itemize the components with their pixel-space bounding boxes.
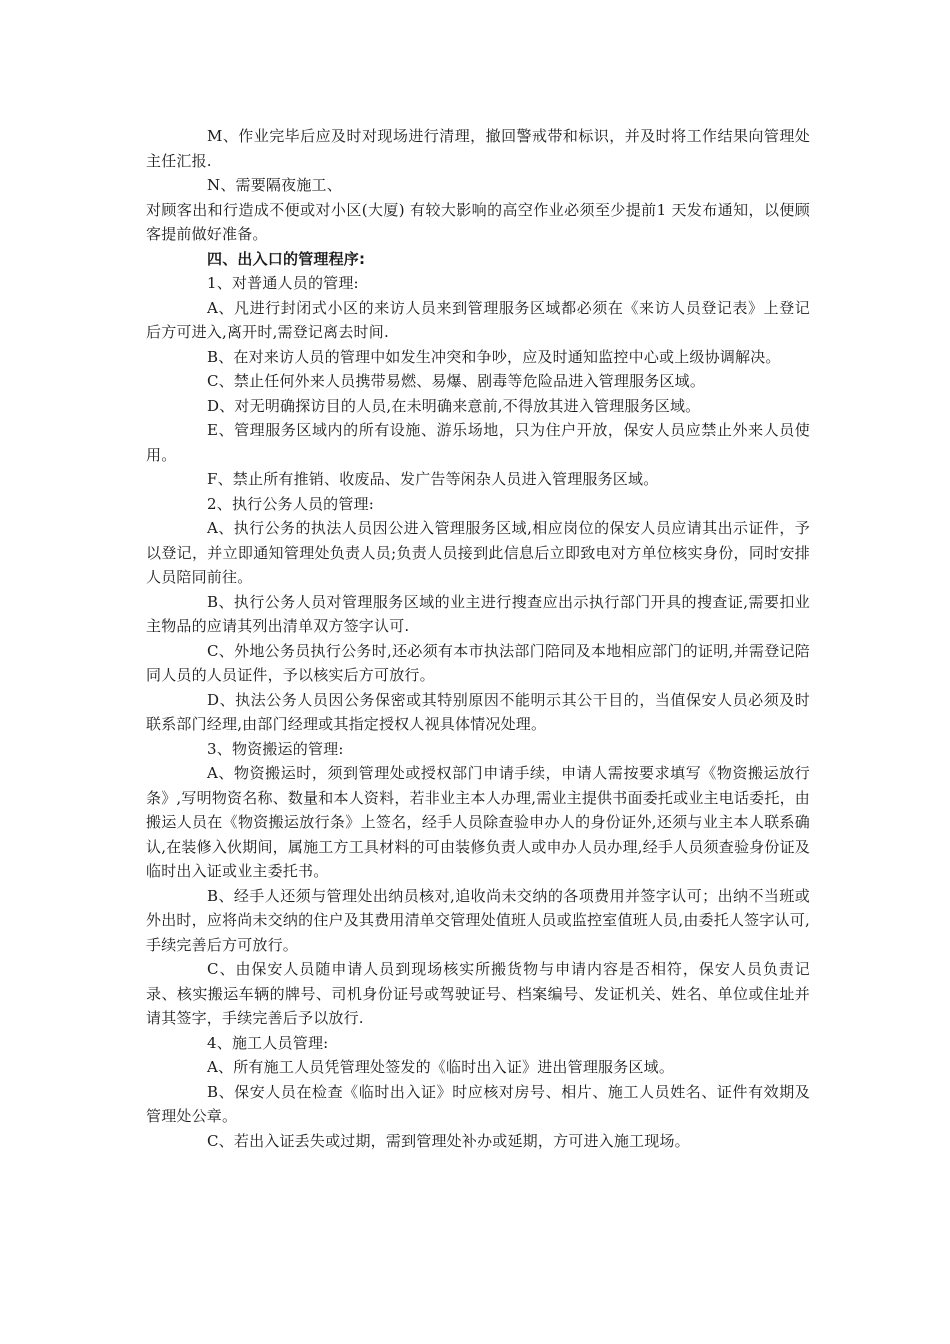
paragraph: A、执行公务的执法人员因公进入管理服务区域,相应岗位的保安人员应请其出示证件，予以登记，并立即通知管理处负责人员;负责人员接到此信息后立即致电对方单位核实身份，同时安排人员陪同前往。 [146,519,810,586]
paragraph: B、在对来访人员的管理中如发生冲突和争吵，应及时通知监控中心或上级协调解决。 [207,347,781,366]
paragraph: C、若出入证丢失或过期，需到管理处补办或延期，方可进入施工现场。 [207,1131,690,1150]
paragraph: 2、执行公务人员的管理: [207,494,374,513]
paragraph: C、由保安人员随申请人员到现场核实所搬货物与申请内容是否相符，保安人员负责记录、核实搬运车辆的牌号、司机身份证号或驾驶证号、档案编号、发证机关、姓名、单位或住址并请其签字，手续完善后予以放行. [146,960,810,1027]
paragraph: A、凡进行封闭式小区的来访人员来到管理服务区域都必须在《来访人员登记表》上登记后方可进入,离开时,需登记离去时间. [146,298,810,341]
paragraph: 对顾客出和行造成不便或对小区(大厦) 有较大影响的高空作业必须至少提前1 天发布通知，以便顾客提前做好准备。 [146,200,810,243]
paragraph: B、保安人员在检查《临时出入证》时应核对房号、相片、施工人员姓名、证件有效期及管理处公章。 [146,1082,810,1125]
paragraph: F、禁止所有推销、收废品、发广告等闲杂人员进入管理服务区域。 [207,470,659,488]
section-heading: 四、出入口的管理程序: [207,249,366,268]
paragraph: 4、施工人员管理: [207,1033,329,1052]
paragraph: 3、物资搬运的管理: [207,739,344,758]
paragraph: D、对无明确探访目的人员,在未明确来意前,不得放其进入管理服务区域。 [207,396,701,415]
paragraph: 1、对普通人员的管理: [207,274,359,292]
paragraph: M、作业完毕后应及时对现场进行清理，撤回警戒带和标识，并及时将工作结果向管理处主任汇报. [146,127,810,170]
paragraph: B、执行公务人员对管理服务区域的业主进行搜查应出示执行部门开具的搜查证,需要扣业主物品的应请其列出清单双方签字认可. [146,592,810,635]
paragraph: E、管理服务区域内的所有设施、游乐场地，只为住户开放，保安人员应禁止外来人员使用。 [146,421,810,464]
paragraph: A、所有施工人员凭管理处签发的《临时出入证》进出管理服务区域。 [207,1058,675,1076]
paragraph: A、物资搬运时，须到管理处或授权部门申请手续，申请人需按要求填写《物资搬运放行条》,写明物资名称、数量和本人资料，若非业主本人办理,需业主提供书面委托或业主电话委托，由搬运人员在《物资搬运放行条》上签名，经手人员除查验申办人的身份证外,还须与业主本人联系确认,在装修入伙期间，属施工方工具材料的可由装修负责人或申办人员办理,经手人员须查验身份证及临时出入证或业主委托书。 [146,764,810,880]
paragraph: C、外地公务员执行公务时,还必须有本市执法部门陪同及本地相应部门的证明,并需登记陪同人员的人员证件，予以核实后方可放行。 [146,641,810,684]
paragraph: D、执法公务人员因公务保密或其特别原因不能明示其公干目的，当值保安人员必须及时联系部门经理,由部门经理或其指定授权人视具体情况处理。 [146,690,810,733]
paragraph: N、需要隔夜施工、 [207,176,342,194]
document-body [146,124,810,1153]
paragraph: C、禁止任何外来人员携带易燃、易爆、剧毒等危险品进入管理服务区域。 [207,372,706,390]
paragraph: B、经手人还须与管理处出纳员核对,追收尚未交纳的各项费用并签字认可；出纳不当班或外出时，应将尚未交纳的住户及其费用清单交管理处值班人员或监控室值班人员,由委托人签字认可,手续完善后方可放行。 [146,886,810,954]
